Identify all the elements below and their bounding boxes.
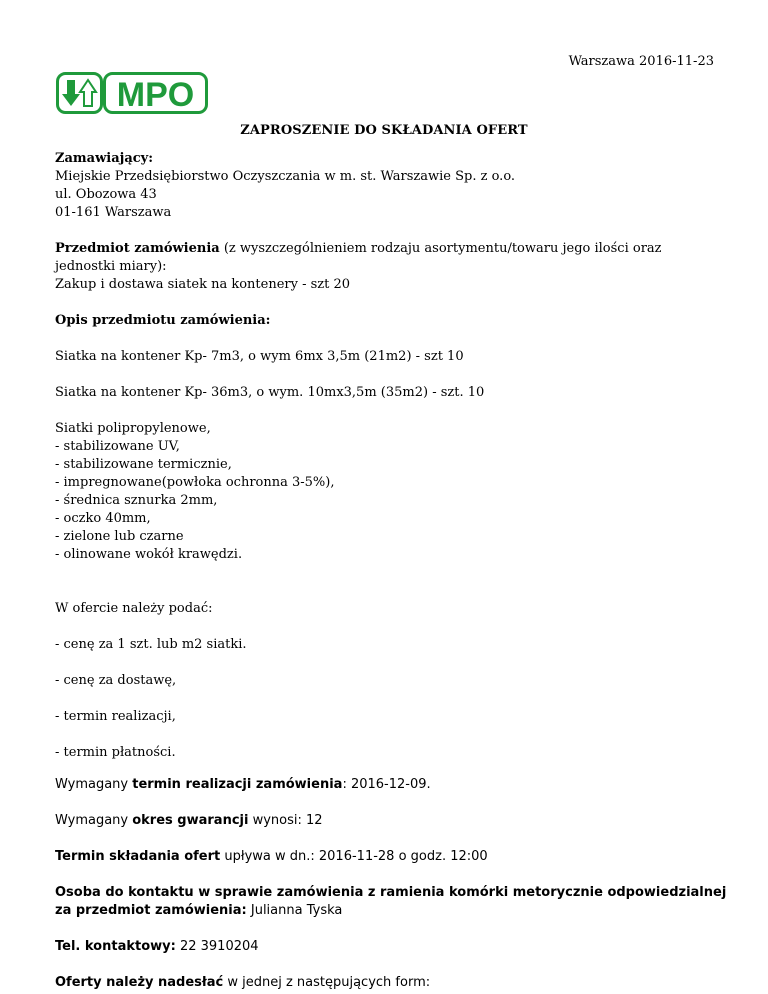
zamawiajacy-line: 01-161 Warszawa [55,205,172,220]
zamawiajacy-heading: Zamawiający: [55,151,154,166]
opis-item: Siatka na kontener Kp- 36m3, o wym. 10mx3,5m (35m2) - szt. 10 [55,385,485,400]
spec-line: - impregnowane(powłoka ochronna 3-5%), [55,475,335,490]
spec-line: - stabilizowane termicznie, [55,457,232,472]
document-date: Warszawa 2016-11-23 [568,54,714,69]
oferta-item: - cenę za 1 szt. lub m2 siatki. [55,637,247,652]
osoba-kontakt-line: Osoba do kontaktu w sprawie zamówienia z ramienia komórki metorycznie odpowiedzialnej [55,885,727,900]
zamawiajacy-line: Miejskie Przedsiębiorstwo Oczyszczania w m. st. Warszawie Sp. z o.o. [55,169,516,184]
mpo-logo-graphic [56,72,208,114]
termin-skladania: Termin składania ofert upływa w dn.: 2016-11-28 o godz. 12:00 [55,849,488,864]
spec-line: - średnica sznurka 2mm, [55,493,218,508]
spec-line: - oczko 40mm, [55,511,151,526]
przedmiot-line: jednostki miary): [55,259,167,274]
zamawiajacy-line: ul. Obozowa 43 [55,187,157,202]
opis-heading: Opis przedmiotu zamówienia: [55,313,271,328]
spec-line: - zielone lub czarne [55,529,184,544]
document-title: ZAPROSZENIE DO SKŁADANIA OFERT [240,123,528,138]
oferta-item: - cenę za dostawę, [55,673,177,688]
spec-line: - stabilizowane UV, [55,439,180,454]
spec-line: - olinowane wokół krawędzi. [55,547,243,562]
mpo-logo [56,72,208,114]
okres-gwarancji: Wymagany okres gwarancji wynosi: 12 [55,813,323,828]
opis-item: Siatka na kontener Kp- 7m3, o wym 6mx 3,5m (21m2) - szt 10 [55,349,464,364]
przedmiot-line: Zakup i dostawa siatek na kontenery - szt 20 [55,277,351,292]
termin-realizacji: Wymagany termin realizacji zamówienia: 2016-12-09. [55,777,431,792]
spec-line: Siatki polipropylenowe, [55,421,211,436]
oferta-item: - termin realizacji, [55,709,176,724]
oferta-intro: W ofercie należy podać: [55,601,213,616]
logo-text: MPO [116,76,195,114]
tel-kontaktowy: Tel. kontaktowy: 22 3910204 [55,939,259,954]
przedmiot-line: Przedmiot zamówienia (z wyszczególnieniem rodzaju asortymentu/towaru jego ilości oraz [55,241,662,256]
document-body [55,150,735,992]
oferta-item: - termin płatności. [55,745,176,760]
osoba-kontakt-line: za przedmiot zamówienia: Julianna Tyska [55,903,343,918]
oferty-forma: Oferty należy nadesłać w jednej z następujących form: [55,975,431,990]
